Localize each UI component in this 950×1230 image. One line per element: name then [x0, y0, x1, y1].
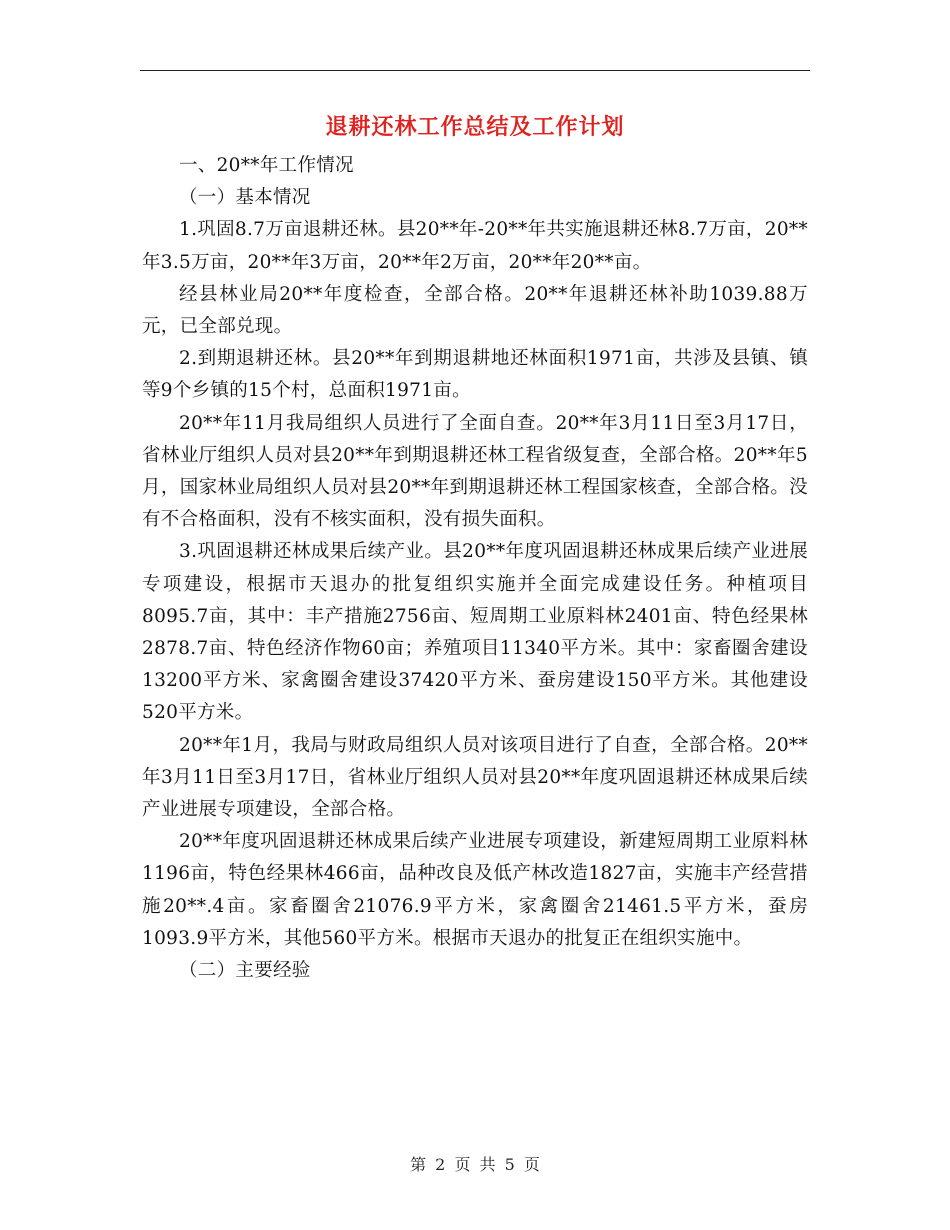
paragraph: 1.巩固8.7万亩退耕还林。县20**年-20**年共实施退耕还林8.7万亩，20**年3.5万亩，20**年3万亩，20**年2万亩，20**年20**亩。 [142, 219, 808, 273]
paragraph: 一、20**年工作情况 [179, 155, 354, 176]
header-rule [140, 70, 810, 71]
paragraph: （二）主要经验 [179, 960, 311, 982]
page-number-footer: 第 2 页 共 5 页 [410, 1155, 540, 1174]
paragraph: 20**年度巩固退耕还林成果后续产业进展专项建设，新建短周期工业原料林1196亩，特色经果林466亩，品种改良及低产林改造1827亩，实施丰产经营措施20**.4亩。家畜圈舍21076.9平方米，家禽圈舍21461.5平方米，蚕房1093.9平方米，其他560平方米。根据市天退办的批复正在组织实施中。 [142, 831, 808, 949]
paragraph: 经县林业局20**年度检查，全部合格。20**年退耕还林补助1039.88万元，已全部兑现。 [142, 283, 808, 338]
paragraph: 2.到期退耕还林。县20**年到期退耕地还林面积1971亩，共涉及县镇、镇等9个乡镇的15个村，总面积1971亩。 [142, 348, 808, 402]
paragraph: （一）基本情况 [179, 187, 311, 209]
page-title: 退耕还林工作总结及工作计划 [325, 115, 625, 140]
paragraph: 20**年11月我局组织人员进行了全面自查。20**年3月11日至3月17日，省林业厅组织人员对县20**年到期退耕还林工程省级复查，全部合格。20**年5月，国家林业局组织人员对县20**年到期退耕还林工程国家核查，全部合格。没有不合格面积，没有不核实面积，没有损失面积。 [142, 412, 808, 531]
paragraph: 20**年1月，我局与财政局组织人员对该项目进行了自查，全部合格。20**年3月11日至3月17日，省林业厅组织人员对县20**年度巩固退耕还林成果后续产业进展专项建设，全部合格。 [142, 734, 808, 821]
document-body [142, 150, 808, 987]
paragraph: 3.巩固退耕还林成果后续产业。县20**年度巩固退耕还林成果后续产业进展专项建设，根据市天退办的批复组织实施并全面完成建设任务。种植项目8095.7亩，其中：丰产措施2756亩、短周期工业原料林2401亩、特色经果林2878.7亩、特色经济作物60亩；养殖项目11340平方米。其中：家畜圈舍建设13200平方米、家禽圈舍建设37420平方米、蚕房建设150平方米。其他建设520平方米。 [142, 541, 808, 724]
